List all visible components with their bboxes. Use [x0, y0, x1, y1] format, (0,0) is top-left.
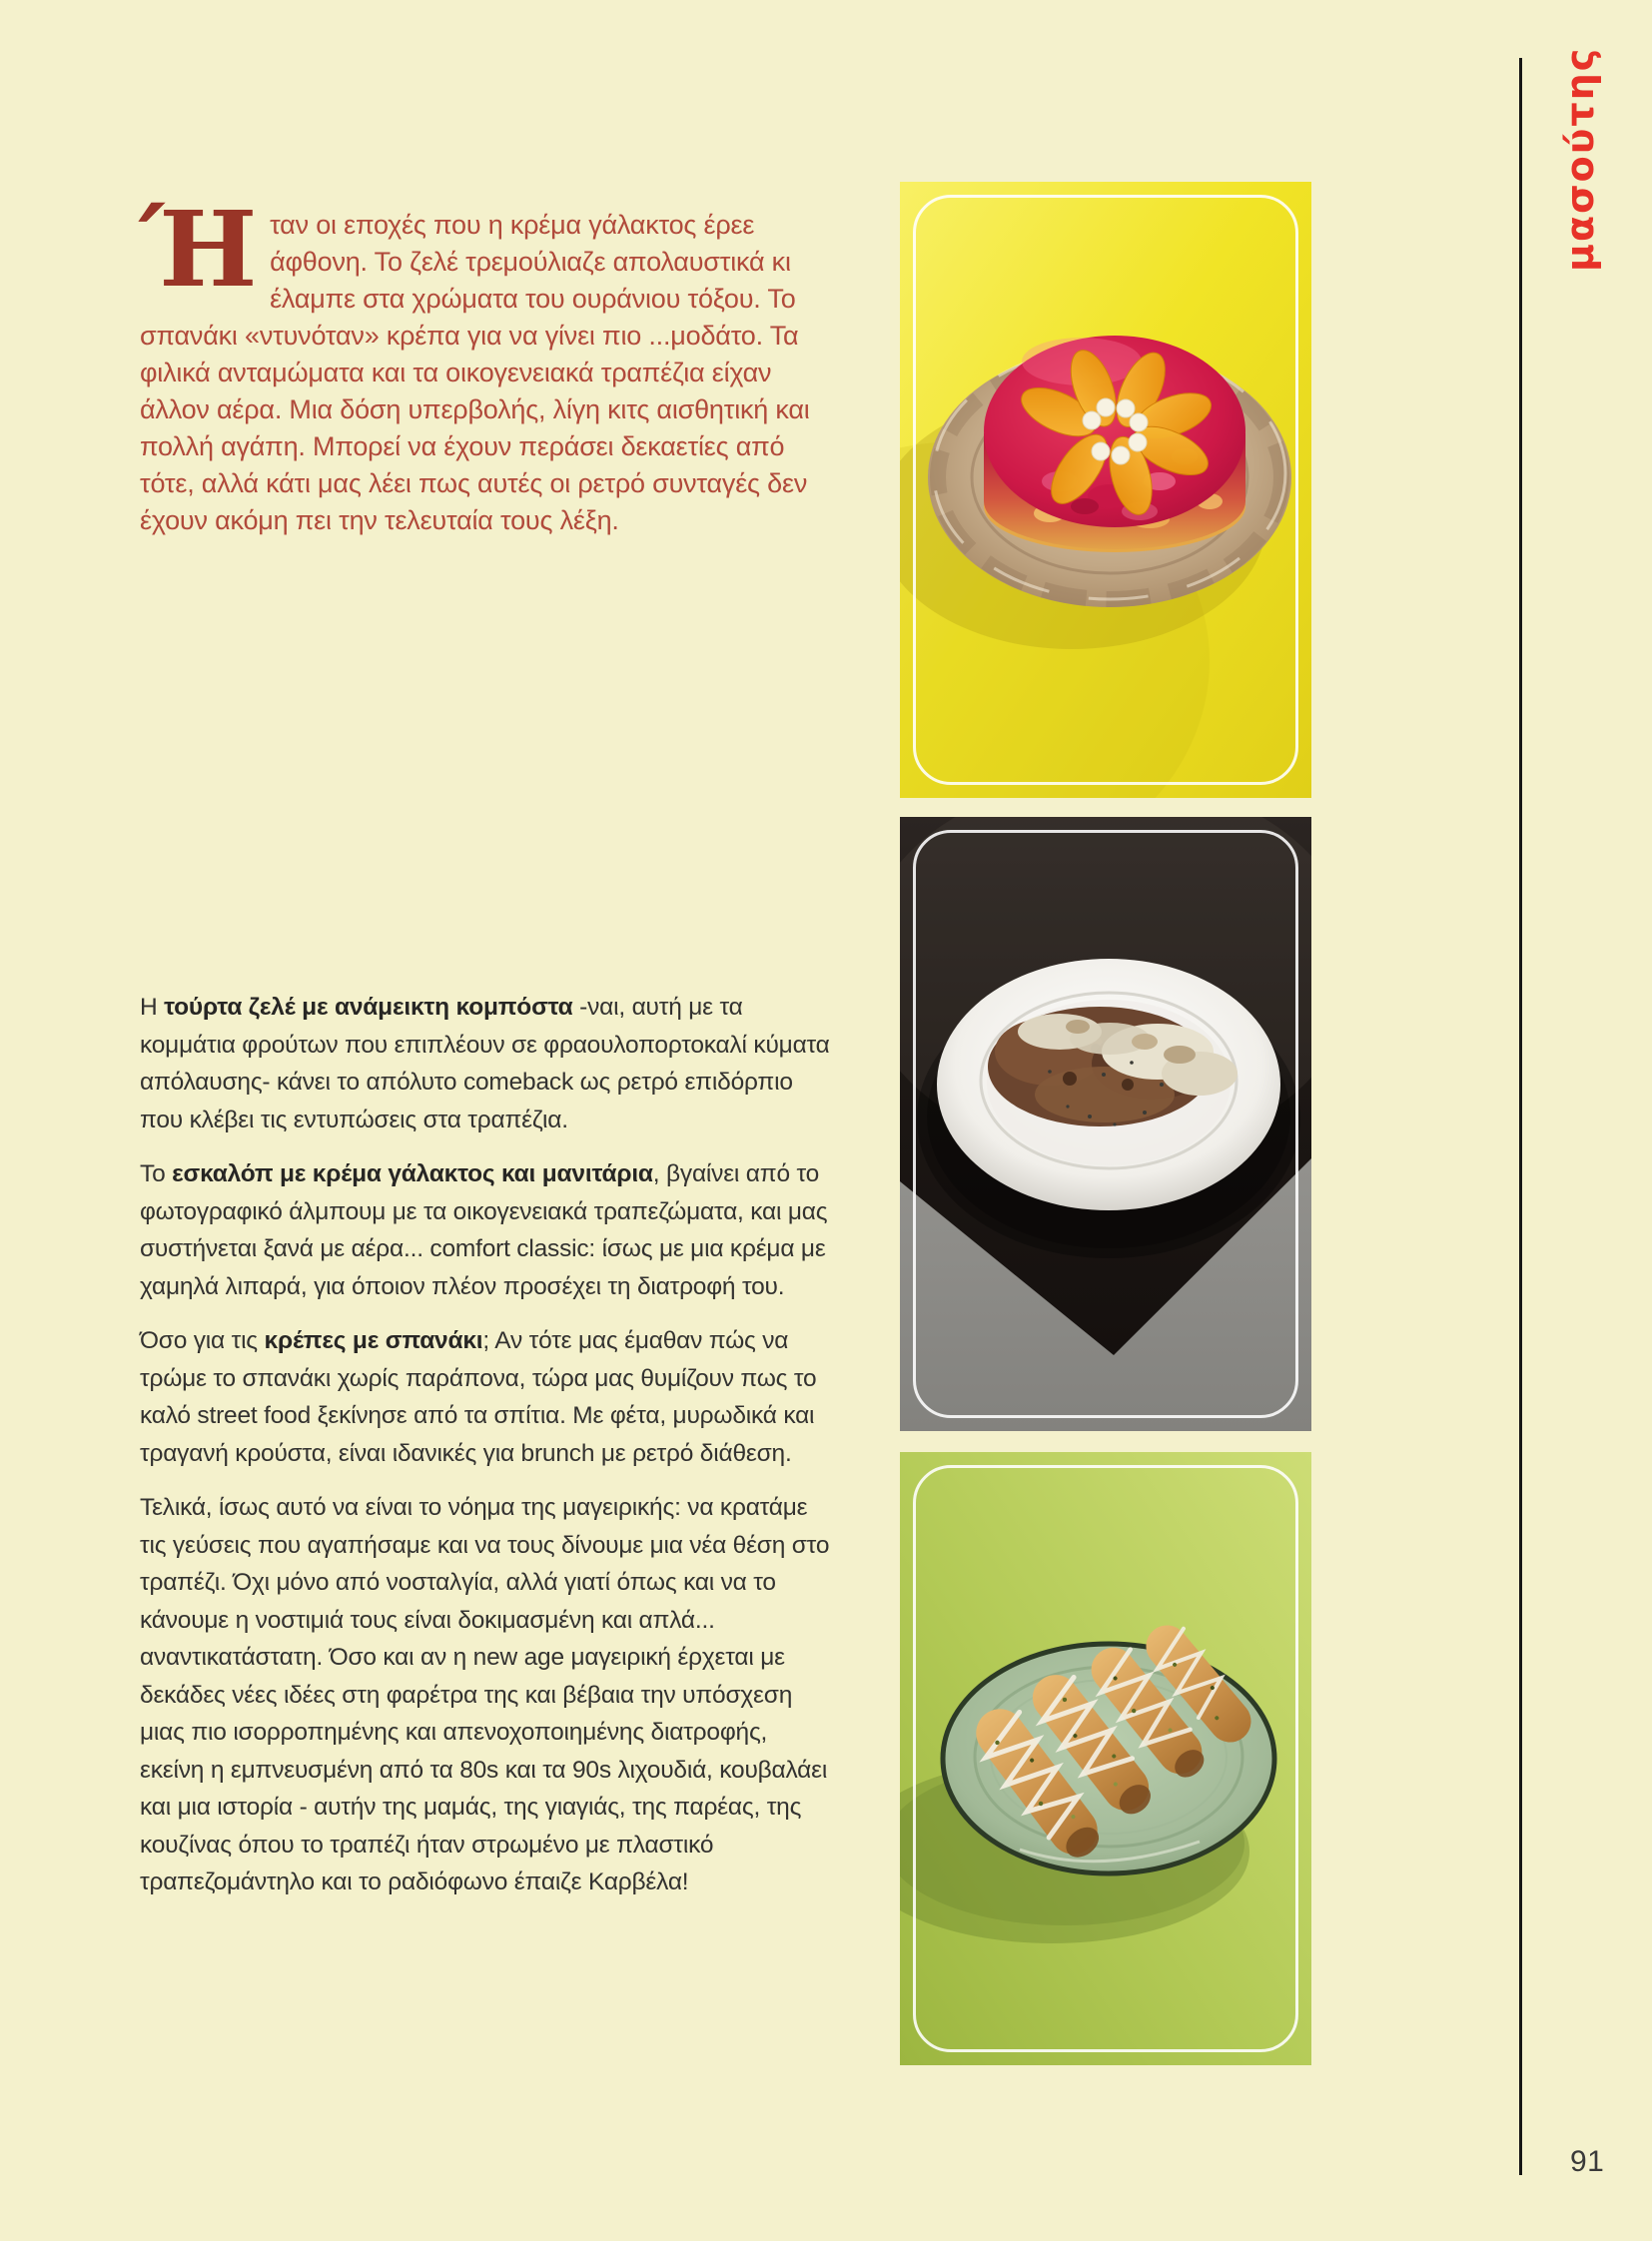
jelly-cake-illustration — [900, 182, 1311, 798]
article-paragraph: Το εσκαλόπ με κρέμα γάλακτος και μανιτάρια, βγαίνει από το φωτογραφικό άλμπουμ με τα οικογενειακά τραπεζώματα, και μας συστήνεται ξανά με αέρα... comfort classic: ίσως με μια κρέμα με χαμηλά λιπαρά, για όποιον πλέον προσέχει τη διατροφή του. — [140, 1160, 828, 1300]
photo-jelly-cake — [900, 182, 1311, 798]
intro-paragraph — [140, 188, 833, 539]
article-paragraph: Όσο για τις κρέπες με σπανάκι; Αν τότε μας έμαθαν πώς να τρώμε το σπανάκι χωρίς παράπονα, τώρα μας θυμίζουν πως το καλό street food ξεκίνησε από τα σπίτια. Με φέτα, μυρωδικά και τραγανή κρούστα, είναι ιδανικές για brunch με ρετρό διάθεση. — [140, 1327, 817, 1467]
vertical-rule — [1519, 58, 1522, 2175]
photo-spinach-crepes — [900, 1452, 1311, 2065]
page-number: 91 — [1570, 2145, 1605, 2178]
intro-text: ταν οι εποχές που η κρέμα γάλακτος έρεε άφθονη. Το ζελέ τρεμούλιαζε απολαυστικά κι έλαμπε στα χρώματα του ουράνιου τόξου. Το σπανάκι «ντυνόταν» κρέπα για να γίνει πιο ...μοδάτο. Τα φιλικά ανταμώματα και τα οικογενειακά τραπέζια είχαν άλλον αέρα. Μια δόση υπερβολής, λίγη κιτς αισθητική και πολλή αγάπη. Μπορεί να έχουν περάσει δεκαετίες από τότε, αλλά κάτι μας λέει πως αυτές οι ρετρό συνταγές δεν έχουν ακόμη πει την τελευταία τους λέξη. — [140, 210, 810, 535]
brand-wordmark: μασούτης — [1558, 46, 1602, 272]
crepes-illustration — [900, 1452, 1311, 2065]
article-paragraph: Η τούρτα ζελέ με ανάμεικτη κομπόστα -ναι, αυτή με τα κομμάτια φρούτων που επιπλέουν σε φραουλοπορτοκαλί κύματα απόλαυσης- κάνει το απόλυτο comeback ως ρετρό επιδόρπιο που κλέβει τις εντυπώσεις στα τραπέζια. — [140, 994, 830, 1133]
escalope-illustration — [900, 817, 1311, 1431]
drop-cap: Ή — [140, 188, 257, 311]
photo-escalope — [900, 817, 1311, 1431]
article-body — [140, 989, 833, 1918]
article-paragraph: Τελικά, ίσως αυτό να είναι το νόημα της μαγειρικής: να κρατάμε τις γεύσεις που αγαπήσαμε και να τους δίνουμε μια νέα θέση στο τραπέζι. Όχι μόνο από νοσταλγία, αλλά γιατί όπως και να το κάνουμε η νοστιμιά τους είναι δοκιμασμένη και απλά... αναντικατάστατη. Όσο και αν η new age μαγειρική έρχεται με δεκάδες νέες ιδέες στη φαρέτρα της και βέβαια την υπόσχεση μιας πιο ισορροπημένης και απενοχοποιημένης διατροφής, εκείνη η εμπνευσμένη από τα 80s και τα 90s λιχουδιά, κουβαλάει και μια ιστορία - αυτήν της μαμάς, της γιαγιάς, της παρέας, της κουζίνας όπου το τραπέζι ήταν στρωμένο με πλαστικό τραπεζομάντηλο και το ραδιόφωνο έπαιζε Καρβέλα! — [140, 1494, 830, 1895]
